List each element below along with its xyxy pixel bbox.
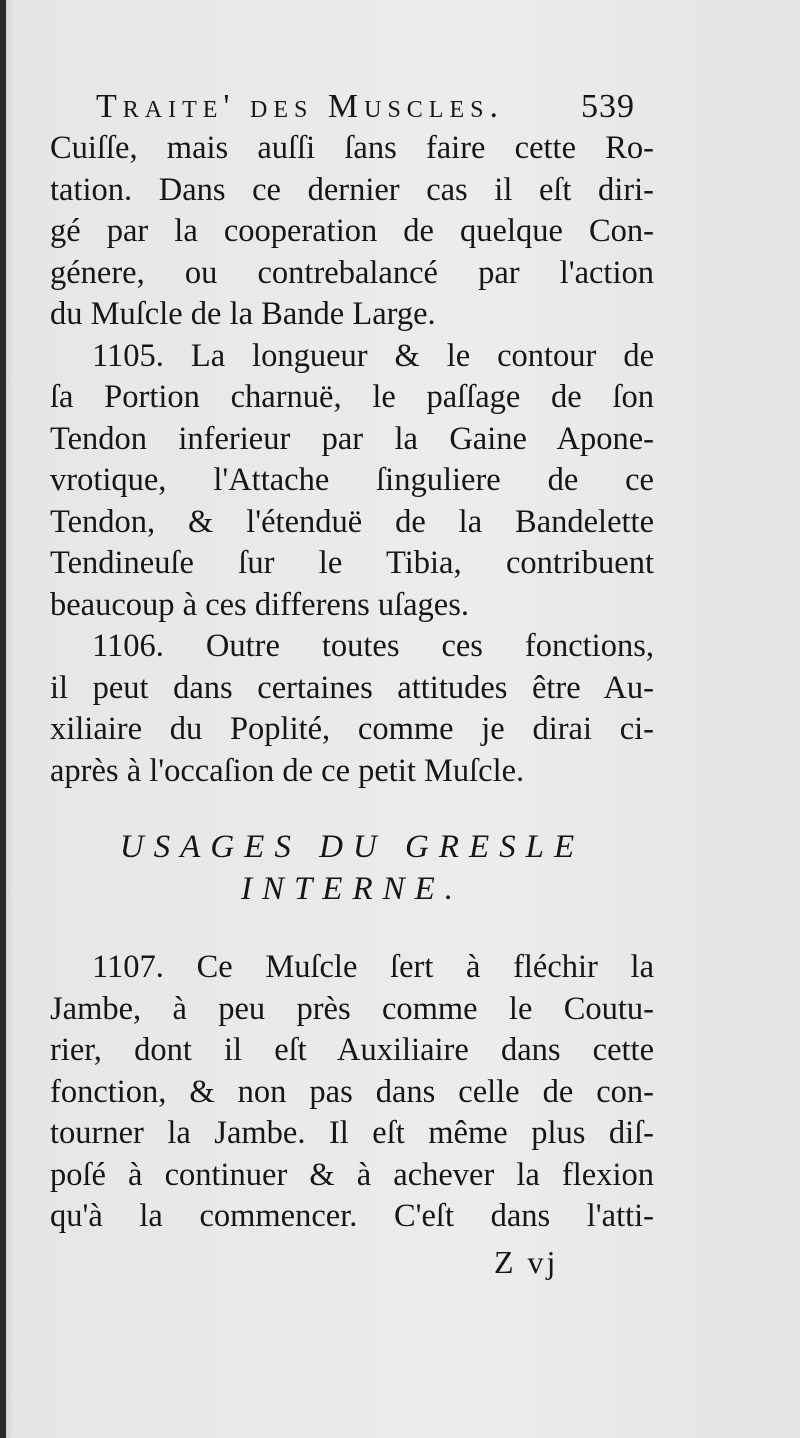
text-line: Tendon, & l'étenduë de la Bandelette (50, 503, 654, 540)
text-line: qu'à la commencer. C'eſt dans l'atti- (50, 1198, 654, 1234)
text-line: tation. Dans ce dernier cas il eſt diri- (50, 171, 654, 208)
signature-mark: Z vj (494, 1244, 559, 1280)
section-heading-line-1: USAGES DU GRESLE (119, 829, 585, 865)
text-line: Tendon inferieur par la Gaine Apone- (50, 420, 654, 457)
text-line: beaucoup à ces differens uſages. (50, 586, 470, 623)
running-head (96, 84, 696, 130)
text-line: gé par la cooperation de quelque Con- (50, 213, 654, 249)
page-number: 539 (581, 88, 635, 125)
text-line: xiliaire du Poplité, comme je dirai ci- (50, 711, 654, 747)
paragraph-1105 (50, 336, 654, 627)
text-line: vrotique, l'Attache ſinguliere de ce (50, 462, 654, 498)
text-line: après à l'occaſion de ce petit Muſcle. (50, 752, 525, 789)
text-line: fonction, & non pas dans celle de con- (50, 1073, 654, 1110)
page-binding-edge (0, 0, 6, 1438)
text-line: il peut dans certaines attitudes être Au- (50, 669, 654, 706)
text-line: tourner la Jambe. Il eſt même plus diſ- (50, 1115, 654, 1151)
paragraph-1107 (50, 947, 654, 1238)
text-line: du Muſcle de la Bande Large. (50, 296, 436, 332)
text-line: ſa Portion charnuë, le paſſage de ſon (50, 379, 654, 415)
running-head-title: Traite' des Muscles. (96, 88, 504, 125)
text-line: 1106. Outre toutes ces fonctions, (92, 628, 654, 664)
text-line: Jambe, à peu près comme le Coutu- (50, 990, 654, 1027)
paragraph-continuation (50, 128, 654, 336)
main-text-lower (50, 947, 654, 1238)
paragraph-1106 (50, 626, 654, 792)
text-line: Cuiſſe, mais auſſi ſans faire cette Ro- (50, 130, 654, 166)
text-line: rier, dont il eſt Auxiliaire dans cette (50, 1032, 654, 1068)
text-line: génere, ou contrebalancé par l'action (50, 254, 654, 291)
main-text-upper (50, 128, 654, 792)
text-line: 1107. Ce Muſcle ſert à fléchir la (92, 949, 654, 985)
text-line: 1105. La longueur & le contour de (92, 337, 654, 374)
section-heading (50, 826, 654, 910)
text-line: Tendineuſe ſur le Tibia, contribuent (50, 545, 654, 581)
text-line: poſé à continuer & à achever la flexion (50, 1156, 654, 1193)
section-heading-line-2: INTERNE. (240, 871, 464, 907)
